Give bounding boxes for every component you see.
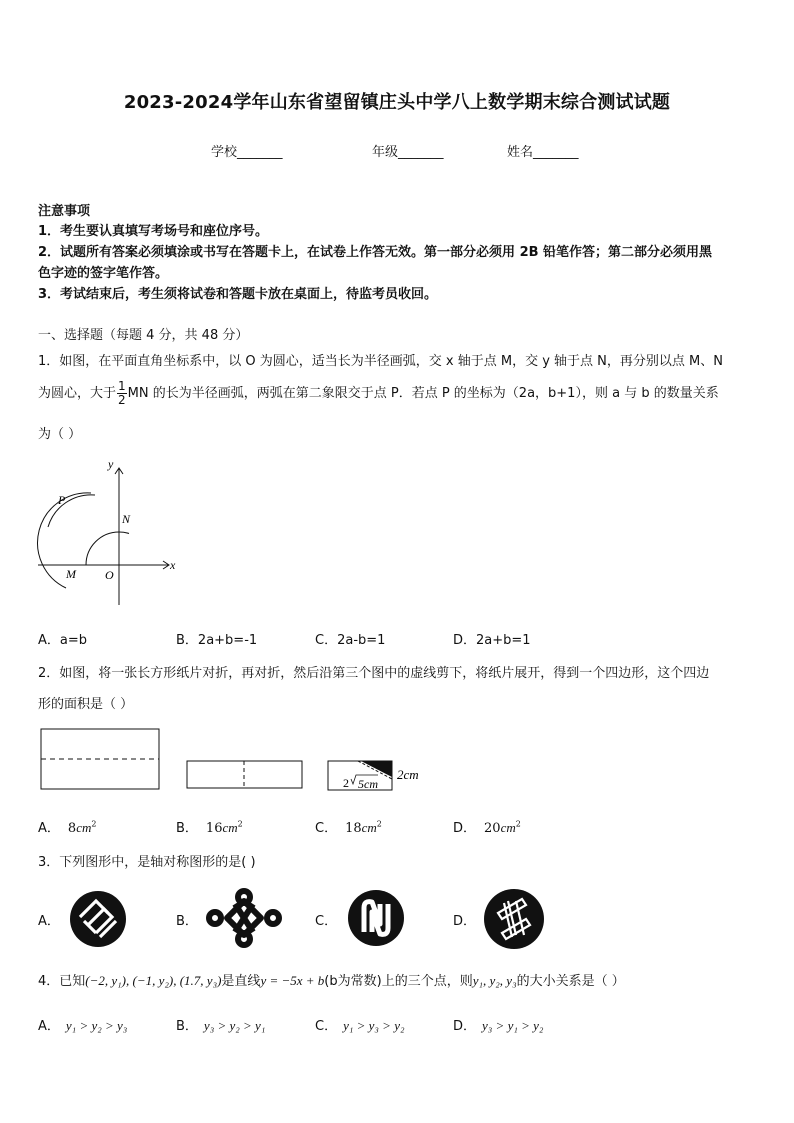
note-item: 3．考试结束后，考生须将试卷和答题卡放在桌面上，待监考员收回。 [38, 287, 438, 302]
label-y: y [108, 457, 114, 471]
label-2cm: 2cm [397, 767, 419, 782]
q1-option-b[interactable]: B．2a+b=-1 [176, 633, 258, 648]
label-x: x [170, 558, 176, 572]
q1-option-a[interactable]: A．a=b [38, 633, 88, 648]
q4-text-end: 的大小关系是（ ） [516, 974, 625, 989]
q3-option-c-letter[interactable]: C． [315, 914, 338, 929]
option-unit: cm [76, 820, 92, 835]
name-field: 姓名_______ [507, 145, 579, 160]
section-heading: 一、选择题（每题 4 分，共 48 分） [38, 328, 249, 343]
note-item: 2．试题所有答案必须填涂或书写在答题卡上，在试卷上作答无效。第一部分必须用 2B 铅笔作答；第二部分必须用黑 [38, 245, 713, 260]
option-letter: C． [315, 821, 338, 836]
option-unit: cm [361, 820, 377, 835]
fraction-numerator: 1 [118, 379, 126, 393]
q1-text-line3: 为（ ） [38, 427, 82, 442]
grade-field: 年级_______ [372, 145, 444, 160]
option-exponent: 2 [376, 819, 382, 829]
notes-heading: 注意事项 [38, 204, 91, 219]
q4-text-pre: 4．已知 [38, 974, 86, 989]
q2-folding-figures [40, 728, 440, 796]
option-value: 18 [345, 821, 362, 836]
option-expression: y₁ > y₂ > y₃ [65, 1018, 128, 1033]
hash-ring-logo-icon[interactable] [482, 887, 546, 951]
q2-option-a[interactable] [38, 817, 96, 836]
q4-constant-note: (b为常数) [324, 974, 382, 989]
option-value: 20 [484, 821, 501, 836]
q2-text-line2: 形的面积是（ ） [38, 697, 134, 712]
option-expression: y₃ > y₁ > y₂ [482, 1018, 544, 1033]
option-unit: cm [500, 820, 516, 835]
option-expression: y₁ > y₃ > y₂ [343, 1018, 405, 1033]
label-2: 2 [343, 776, 349, 790]
q1-text-pre: 为圆心，大于 [38, 386, 117, 401]
option-exponent: 2 [91, 819, 97, 829]
option-letter: A． [38, 1019, 60, 1034]
option-letter: B． [176, 1019, 198, 1034]
arc-m [38, 493, 91, 588]
label-m: M [66, 567, 76, 581]
q4-vars: y₁, y₂, y₃ [472, 973, 517, 988]
q2-text-line1: 2．如图，将一张长方形纸片对折，再对折，然后沿第三个图中的虚线剪下，将纸片展开，得到一个四边形，这个四边 [38, 666, 710, 681]
n-ring-logo-icon[interactable] [346, 888, 406, 948]
q2-option-c[interactable] [315, 817, 382, 836]
option-letter: A． [38, 821, 60, 836]
page-title: 2023-2024学年山东省望留镇庄头中学八上数学期末综合测试试题 [123, 92, 671, 113]
q4-line-equation: y = −5x + b [260, 973, 325, 988]
option-letter: C． [315, 1019, 338, 1034]
arc-n [48, 495, 95, 527]
option-letter: D． [453, 821, 477, 836]
note-item: 色字迹的签字笔作答。 [38, 266, 169, 281]
q2-option-b[interactable] [176, 817, 243, 836]
option-exponent: 2 [237, 819, 243, 829]
q3-option-a-letter[interactable]: A． [38, 914, 60, 929]
q4-text-post: 上的三个点，则 [381, 974, 473, 989]
option-exponent: 2 [515, 819, 521, 829]
q4-option-c[interactable] [315, 1015, 405, 1034]
q4-points: (−2, y₁), (−1, y₂), (1.7, y₃) [85, 973, 222, 988]
q1-fraction [117, 380, 127, 407]
q3-text: 3．下列图形中，是轴对称图形的是( ) [38, 855, 256, 870]
q1-coordinate-figure [36, 455, 186, 610]
school-field: 学校_______ [211, 145, 283, 160]
option-expression: y₃ > y₂ > y₁ [203, 1018, 266, 1033]
fraction-denominator: 2 [118, 393, 126, 407]
q1-text-line2 [38, 380, 719, 407]
label-5cm: 5cm [358, 777, 378, 791]
q4-option-a[interactable] [38, 1015, 127, 1034]
option-unit: cm [222, 820, 238, 835]
q3-option-b-letter[interactable]: B． [176, 914, 198, 929]
label-o: O [105, 568, 114, 582]
q1-option-c[interactable]: C．2a-b=1 [315, 633, 386, 648]
option-letter: B． [176, 821, 198, 836]
label-n: N [122, 512, 131, 526]
note-item: 1．考生要认真填写考场号和座位序号。 [38, 224, 269, 239]
option-letter: D． [453, 1019, 477, 1034]
option-value: 8 [67, 821, 77, 836]
option-value: 16 [205, 821, 223, 836]
q4-option-d[interactable] [453, 1015, 543, 1034]
q4-option-b[interactable] [176, 1015, 265, 1034]
cut-corner [361, 761, 392, 777]
label-p: P [58, 493, 66, 507]
q4-text [38, 971, 625, 992]
unicom-knot-icon[interactable] [205, 888, 283, 948]
q4-text-mid: 是直线 [221, 974, 261, 989]
mobile-logo-icon[interactable] [68, 889, 128, 949]
q1-text-line1: 1．如图，在平面直角坐标系中，以 O 为圆心，适当长为半径画弧，交 x 轴于点 M，交 y 轴于点 N，再分别以点 M、N [38, 354, 723, 369]
q1-text-post: MN 的长为半径画弧，两弧在第二象限交于点 P．若点 P 的坐标为（2a，b+1），则 a 与 b 的数量关系 [127, 386, 719, 401]
q1-option-d[interactable]: D．2a+b=1 [453, 633, 531, 648]
q3-option-d-letter[interactable]: D． [453, 914, 477, 929]
arc-o [86, 532, 129, 565]
q2-option-d[interactable] [453, 817, 521, 836]
